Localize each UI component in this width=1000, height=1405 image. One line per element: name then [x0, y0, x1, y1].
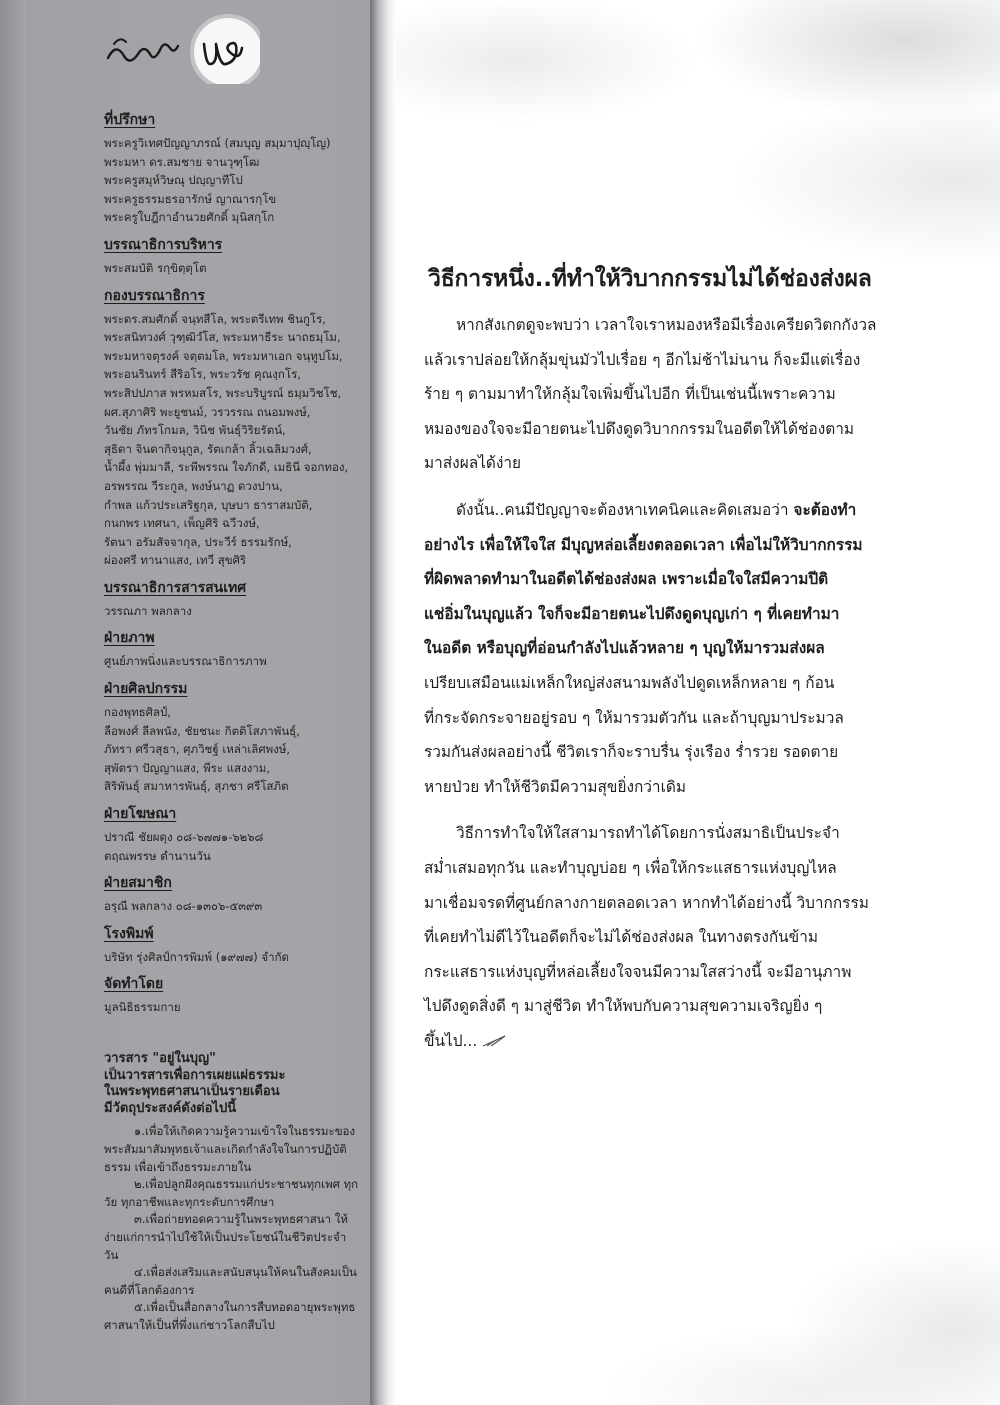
article-paragraph-3 [424, 816, 936, 1058]
credit-line: สิริพันธุ์ สมาหารพันธุ์, สุภชา ศรีโสภิต [104, 779, 289, 794]
paragraph-line: ไปดึงดูดสิ่งดี ๆ มาสู่ชีวิต ทำให้พบกับความสุขความเจริญยิ่ง ๆ [424, 997, 823, 1016]
paragraph-line: หากสังเกตดูจะพบว่า เวลาใจเราหมองหรือมีเรื่องเครียดวิตกกังวล [456, 316, 877, 334]
section-title: จัดทำโดย [104, 976, 164, 993]
credit-line: พระมหา ดร.สมชาย จานวุฑฺโฒ [104, 154, 260, 169]
section-lines [104, 259, 360, 278]
journal-intro-line: ในพระพุทธศาสนาเป็นรายเดือน [104, 1084, 280, 1100]
paragraph-line: วิธีการทำใจให้ใสสามารถทำได้โดยการนั่งสมาธิเป็นประจำ [456, 824, 840, 843]
credit-line: มูลนิธิธรรมกาย [104, 1000, 181, 1015]
paragraph-emphasis: จะต้องทำ [793, 500, 857, 519]
credit-line: พระมหาจตุรงค์ จตฺตมโล, พระมหาเอก จนฺทูปโม, [104, 348, 343, 363]
credit-line: พระสิปปภาส พรหมสโร, พระบริบูรณ์ ธมฺมวิชโช, [104, 385, 342, 400]
paragraph-line: หมองของใจจะมีอายตนะไปดึงดูดวิบากกรรมในอดีตให้ได้ช่องตาม [424, 419, 855, 438]
paragraph-line: มาเชื่อมจรดที่ศูนย์กลางกายตลอดเวลา หากทำได้อย่างนี้ วิบากกรรม [424, 893, 869, 912]
credit-line: พระครูธรรมธรอารักษ์ ญาณารกฺโข [104, 191, 277, 206]
section-lines [104, 948, 360, 967]
section-lines [104, 703, 360, 796]
section-lines [104, 897, 360, 916]
journal-intro [104, 1051, 360, 1117]
section-lines [104, 652, 360, 671]
section-lines [104, 998, 360, 1017]
paragraph-line: ที่ผิดพลาดทำมาในอดีตได้ช่องส่งผล เพราะเมื่อใจใสมีความปีติ [424, 570, 829, 589]
section-title: กองบรรณาธิการ [104, 287, 205, 304]
paragraph-intro-text: ดังนั้น..คนมีปัญญาจะต้องหาเทคนิคและคิดเสมอว่า [456, 500, 789, 519]
magazine-logo [100, 14, 260, 84]
paragraph-line: หายป่วย ทำให้ชีวิตมีความสุขยิ่งกว่าเดิม [424, 777, 686, 796]
paragraph-line: อย่างไร เพื่อให้ใจใส มีบุญหล่อเลี้ยงตลอดเวลา เพื่อไม่ให้วิบากกรรม [424, 535, 863, 554]
section-lines [104, 828, 360, 865]
section-title: ที่ปรึกษา [104, 112, 156, 128]
paragraph-line: แล้วเราปล่อยให้กลุ้มขุ่นมัวไปเรื่อย ๆ อีกไม่ช้าไม่นาน ก็จะมีแต่เรื่อง [424, 350, 861, 369]
masthead-credits [104, 110, 360, 1025]
credit-line: พระสนิทวงศ์ วุฑฺฒิวํโส, พระมหาธีระ นาถธมฺโม, [104, 330, 341, 345]
section-title: บรรณาธิการสารสนเทศ [104, 579, 247, 596]
paragraph-line [424, 493, 936, 528]
credit-line: พระอนรินทร์ สีริอโร, พระวรัช คุณงฺกโร, [104, 367, 301, 382]
objective-item: ๔.เพื่อส่งเสริมและสนับสนุนให้คนในสังคมเป็นคนดีที่โลกต้องการ [104, 1265, 357, 1297]
credit-line: อรุณี พลกลาง ๐๘-๑๓๐๖-๕๓๙๓ [104, 899, 263, 914]
credit-line: สุธิดา จินดากิจนุกูล, รัตเกล้า ลิ้วเฉลิมวงศ์, [104, 441, 312, 456]
credit-line: พระดร.สมศักดิ์ จนฺทสีโล, พระตรีเทพ ชินกูโร, [104, 311, 326, 326]
section-title: โรงพิมพ์ [104, 925, 154, 942]
magazine-logo-mark [100, 14, 260, 84]
objective-item: ๓.เพื่อถ่ายทอดความรู้ในพระพุทธศาสนา ให้ง่ายแก่การนำไปใช้ให้เป็นประโยชน์ในชีวิตประจำวัน [104, 1212, 348, 1262]
credit-line: ปราณี ชัยผดุง ๐๘-๖๗๗๑-๖๒๖๘ [104, 830, 264, 845]
credit-line: ผศ.สุภาศิริ พะยูชนม์, วรวรรณ ถนอมพงษ์, [104, 404, 311, 419]
article-title: วิธีการหนึ่ง..ที่ทำให้วิบากกรรมไม่ได้ช่องส่งผล [428, 266, 872, 292]
paragraph-line: มาส่งผลได้ง่าย [424, 454, 522, 473]
section-title: ฝ่ายภาพ [104, 630, 155, 647]
credit-line: ศูนย์ภาพนิ่งและบรรณาธิการภาพ [104, 654, 267, 669]
section-title: บรรณาธิการบริหาร [104, 236, 223, 253]
journal-intro-line: วารสาร "อยู่ในบุญ" [104, 1051, 216, 1066]
section-lines [104, 310, 360, 570]
article-paragraph-2 [424, 493, 936, 804]
credit-line: กนกพร เทศนา, เพ็ญศิริ ฉวีวงษ์, [104, 516, 260, 531]
paragraph-line: ในอดีต หรือบุญที่อ่อนกำลังไปแล้วหลาย ๆ บุญให้มารวมส่งผล [424, 639, 825, 658]
section-title: ฝ่ายโฆษณา [104, 806, 177, 823]
section-lines [104, 602, 360, 621]
credit-line: น้ำผึ้ง พุ่มมาลี, ระพีพรรณ ใจภักดี, เมธินี จอกทอง, [104, 460, 349, 475]
objective-item: ๒.เพื่อปลูกฝังคุณธรรมแก่ประชาชนทุกเพศ ทุกวัย ทุกอาชีพและทุกระดับการศึกษา [104, 1177, 359, 1209]
credit-line: พระสมบัติ รกฺขิตฺตุโต [104, 260, 207, 275]
page-spine-shadow [370, 0, 396, 1405]
section-lines [104, 134, 360, 227]
paragraph-line: ที่เคยทำไม่ดีไว้ในอดีตก็จะไม่ได้ช่องส่งผล ในทางตรงกันข้าม [424, 928, 818, 947]
credit-line: อรพรรณ วีระกูล, พงษ์นาฏ ดวงปาน, [104, 478, 283, 493]
paragraph-line: แช่อิ่มในบุญแล้ว ใจก็จะมีอายตนะไปดึงดูดบุญเก่า ๆ ที่เคยทำมา [424, 604, 840, 623]
article [424, 262, 936, 1070]
credit-line: ภัทรา ศรีวสุธา, ศุภวิชฐ์ เหล่าเลิศพงษ์, [104, 742, 291, 757]
credit-line: กองพุทธศิลป์, [104, 705, 171, 720]
paragraph-line: ร้าย ๆ ตามมาทำให้กลุ้มใจเพิ่มขึ้นไปอีก ที่เป็นเช่นนี้เพราะความ [424, 385, 836, 404]
journal-objectives [104, 1051, 360, 1335]
paragraph-line: เปรียบเสมือนแม่เหล็กใหญ่ส่งสนามพลังไปดูดเหล็กหลาย ๆ ก้อน [424, 673, 835, 692]
credit-line: วรรณภา พลกลาง [104, 603, 192, 618]
section-title: ฝ่ายศิลปกรรม [104, 681, 188, 698]
objective-item: ๕.เพื่อเป็นสื่อกลางในการสืบทอดอายุพระพุทธศาสนาให้เป็นที่พึ่งแก่ชาวโลกสืบไป [104, 1300, 356, 1332]
paragraph-line: ขึ้นไป... [424, 1024, 936, 1059]
quill-end-icon [481, 1034, 507, 1048]
article-paragraph-1 [424, 308, 936, 481]
journal-intro-line: เป็นวารสารเพื่อการเผยแผ่ธรรมะ [104, 1067, 286, 1083]
objectives-list [104, 1123, 360, 1334]
section-title: ฝ่ายสมาชิก [104, 875, 172, 892]
paragraph-line: กระแสธารแห่งบุญที่หล่อเลี้ยงใจจนมีความใสสว่างนี้ จะมีอานุภาพ [424, 962, 852, 981]
credit-line: พระครูวิเทศปัญญาภรณ์ (สมบุญ สมฺมาปุญฺโญ) [104, 136, 331, 150]
paragraph-line: สม่ำเสมอทุกวัน และทำบุญบ่อย ๆ เพื่อให้กระแสธารแห่งบุญไหล [424, 858, 837, 877]
journal-intro-line: มีวัตถุประสงค์ดังต่อไปนี้ [104, 1100, 237, 1116]
objective-item: ๑.เพื่อให้เกิดความรู้ความเข้าใจในธรรมะของพระสัมมาสัมพุทธเจ้าและเกิดกำลังใจในการปฏิบัติธรรม เพื่อเข้าถึงธรรมะภายใน [104, 1124, 356, 1174]
credit-line: พระครูสมุห์วิษณุ ปญฺญาทีโป [104, 173, 243, 188]
credit-line: สุพัตรา ปัญญาแสง, พีระ แสงงาม, [104, 760, 271, 775]
credit-line: ลือพงศ์ ลีลพนัง, ชัยชนะ กิตติโสภาพันธุ์, [104, 723, 300, 738]
masthead-sidebar [0, 0, 370, 1405]
credit-line: กำพล แก้วประเสริฐกุล, บุษบา ธาราสมบัติ, [104, 497, 313, 512]
credit-line: วันชัย ภัทรโกมล, วินิช พันธุ์วิริยรัตน์, [104, 423, 286, 438]
credit-line: บริษัท รุ่งศิลป์การพิมพ์ (๑๙๗๗) จำกัด [104, 949, 289, 964]
credit-line: ตฤณพรรษ ตำนานวัน [104, 848, 211, 863]
credit-line: พระครูใบฎีกาอำนวยศักดิ์ มุนิสกฺโก [104, 210, 275, 225]
credit-line: รัตนา อรัมสัจจากุล, ประวีร์ ธรรมรักษ์, [104, 534, 292, 549]
credit-line: ผ่องศรี ทานาแสง, เทวี สุขศิริ [104, 553, 247, 568]
paragraph-line: รวมกันส่งผลอย่างนี้ ชีวิตเราก็จะราบรื่น รุ่งเรือง ร่ำรวย รอดตาย [424, 743, 839, 762]
paragraph-line: ที่กระจัดกระจายอยู่รอบ ๆ ให้มารวมตัวกัน และถ้าบุญมาประมวล [424, 708, 844, 727]
